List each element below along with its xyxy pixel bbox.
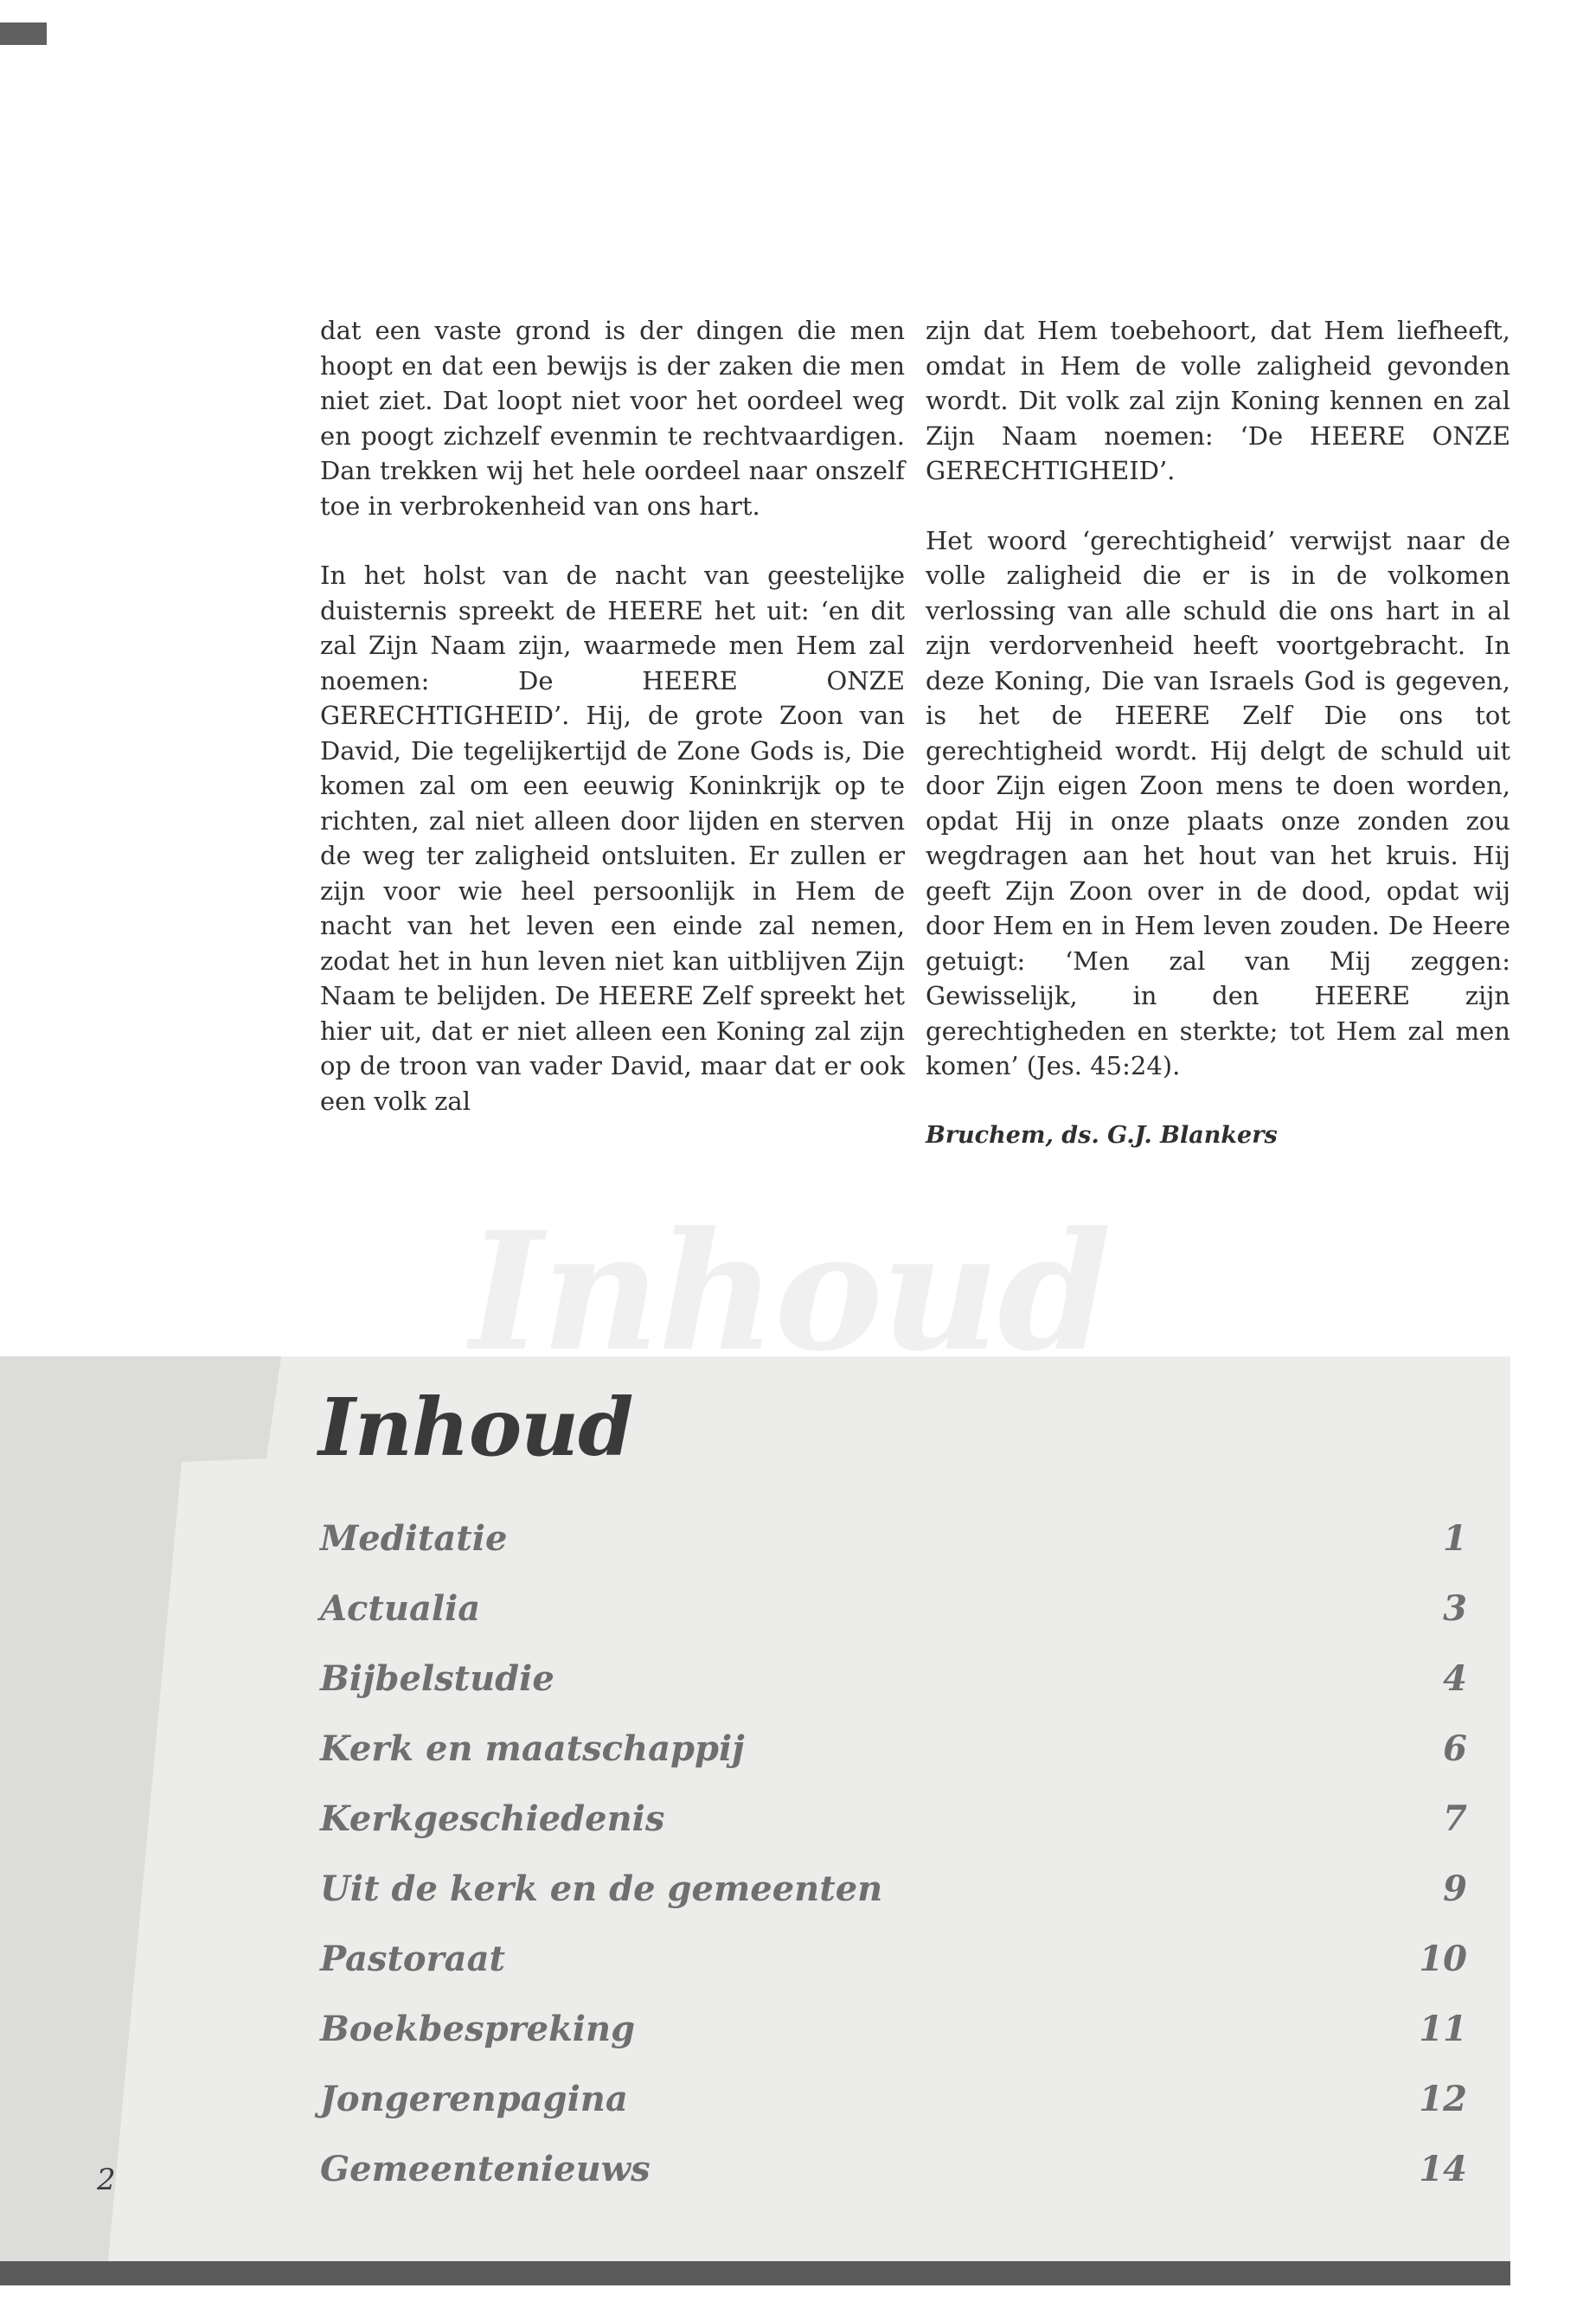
toc-item-actualia[interactable]: [320, 1588, 1467, 1658]
toc-item-boekbespreking[interactable]: [320, 2009, 1467, 2079]
article-paragraph: zijn dat Hem toebehoort, dat Hem liefheeft, omdat in Hem de volle zaligheid gevonden wordt. Dit volk zal zijn Koning kennen en zal Zijn Naam noemen: ‘De HEERE ONZE GERECHTIGHEID’.: [926, 316, 1510, 485]
table-of-contents: [320, 1518, 1467, 2219]
toc-item-page: 9: [1443, 1868, 1467, 1909]
toc-item-meditatie[interactable]: [320, 1518, 1467, 1588]
toc-item-page: 14: [1419, 2149, 1467, 2189]
toc-item-page: 12: [1419, 2079, 1467, 2119]
article-left-column: [320, 313, 905, 1153]
inhoud-ghost-title: Inhoud: [467, 1211, 1110, 1356]
toc-item-label: Gemeentenieuws: [320, 2149, 651, 2189]
toc-item-page: 3: [1443, 1588, 1467, 1629]
toc-item-label: Meditatie: [320, 1518, 508, 1559]
article-paragraph: Het woord ‘gerechtigheid’ verwijst naar de volle zaligheid die er is in de volkomen verlossing van alle schuld die ons hart in al zijn verdorvenheid heeft voortgebracht. In deze Koning, Die van Israels God is gegeven, is het de HEERE Zelf Die ons tot gerechtigheid wordt. Hij delgt de schuld uit door Zijn eigen Zoon mens te doen worden, opdat Hij in onze plaats onze zonden zou wegdragen aan het hout van het kruis. Hij geeft Zijn Zoon over in de dood, opdat wij door Hem en in Hem leven zouden. De Heere getuigt: ‘Men zal van Mij zeggen: Gewisselijk, in den HEERE zijn gerechtigheden en sterkte; tot Hem zal men komen’ (Jes. 45:24).: [926, 525, 1510, 1080]
toc-item-label: Pastoraat: [320, 1939, 505, 1979]
toc-item-kerkgeschiedenis[interactable]: [320, 1798, 1467, 1868]
toc-item-label: Bijbelstudie: [320, 1658, 554, 1699]
toc-item-page: 6: [1443, 1728, 1467, 1769]
toc-item-label: Uit de kerk en de gemeenten: [320, 1868, 883, 1909]
toc-item-label: Jongerenpagina: [320, 2079, 628, 2119]
toc-item-pastoraat[interactable]: [320, 1939, 1467, 2009]
toc-item-page: 1: [1443, 1518, 1467, 1559]
toc-item-label: Actualia: [320, 1588, 481, 1629]
toc-item-page: 7: [1443, 1798, 1467, 1839]
toc-item-page: 10: [1419, 1939, 1467, 1979]
toc-item-page: 4: [1443, 1658, 1467, 1699]
bottom-bar: [0, 2261, 1510, 2285]
toc-item-jongerenpagina[interactable]: [320, 2079, 1467, 2149]
page-number: 2: [97, 2163, 116, 2197]
contents-title: Inhoud: [318, 1381, 633, 1474]
article-right-column: [926, 313, 1510, 1188]
author-signature: Bruchem, ds. G.J. Blankers: [926, 1121, 1278, 1149]
panel-decorative-shape: [0, 1356, 285, 2261]
toc-item-gemeentenieuws[interactable]: [320, 2149, 1467, 2219]
toc-item-page: 11: [1419, 2009, 1467, 2049]
toc-item-label: Kerk en maatschappij: [320, 1728, 745, 1769]
article-paragraph: dat een vaste grond is der dingen die men hoopt en dat een bewijs is der zaken die men niet ziet. Dat loopt niet voor het oordeel weg en poogt zichzelf evenmin te rechtvaardigen. Dan trekken wij het hele oordeel naar onszelf toe in verbrokenheid van ons hart.: [320, 316, 905, 521]
toc-item-label: Kerkgeschiedenis: [320, 1798, 665, 1839]
corner-mark: [0, 22, 47, 45]
toc-item-kerk-en-maatschappij[interactable]: [320, 1728, 1467, 1798]
toc-item-uit-de-kerk[interactable]: [320, 1868, 1467, 1939]
toc-item-label: Boekbespreking: [320, 2009, 636, 2049]
toc-item-bijbelstudie[interactable]: [320, 1658, 1467, 1728]
article-paragraph: In het holst van de nacht van geestelijke duisternis spreekt de HEERE het uit: ‘en dit zal Zijn Naam zijn, waarmede men Hem zal noemen: De HEERE ONZE GERECHTIGHEID’. Hij, de grote Zoon van David, Die tegelijkertijd de Zone Gods is, Die komen zal om een eeuwig Koninkrijk op te richten, zal niet alleen door lijden en sterven de weg ter zaligheid ontsluiten. Er zullen er zijn voor wie heel persoonlijk in Hem de nacht van het leven een einde zal nemen, zodat het in hun leven niet kan uitblijven Zijn Naam te belijden. De HEERE Zelf spreekt het hier uit, dat er niet alleen een Koning zal zijn op de troon van vader David, maar dat er ook een volk zal: [320, 561, 905, 1116]
